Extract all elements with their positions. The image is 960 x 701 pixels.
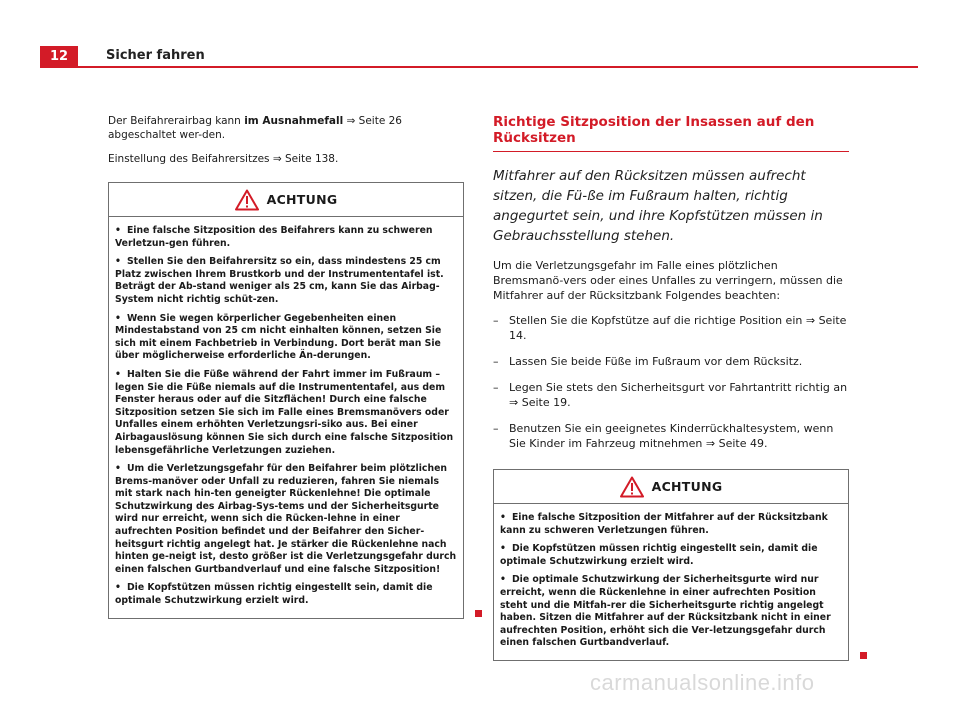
warning-item: • Um die Verletzungsgefahr für den Beifahrer beim plötzlichen Brems-manöver oder Unfall zu reduzieren, fahren Sie niemals mit stark nach hin-ten geneigter Rückenlehne! Die optimale Schutzwirkung des Airbag-Sys-tems und der Sicherheitsgurte wird nur erreicht, wenn sich die Rücken-lehne in einer aufrechten Position befindet und der Beifahrer den Sicher-heitsgurt richtig angelegt hat. Je stärker die Rückenlehne nach hinten ge-neigt ist, desto größer ist die Verletzungsgefahr durch einen falschen Gurtbandverlauf und eine falsche Sitzposition! — [115, 463, 457, 575]
page-number: 12 — [40, 46, 78, 68]
list-item: – Benutzen Sie ein geeignetes Kinderrückhaltesystem, wenn Sie Kinder im Fahrzeug mitnehmen ⇒ Seite 49. — [493, 421, 849, 451]
rear-seat-rules — [493, 313, 849, 451]
warning-item: • Stellen Sie den Beifahrersitz so ein, dass mindestens 25 cm Platz zwischen Ihrem Brustkorb und der Instrumententafel ist. Beträgt der Ab-stand weniger als 25 cm, kann Sie das Airbag-System nicht richtig schüt-zen. — [115, 256, 444, 305]
warning-item: • Halten Sie die Füße während der Fahrt immer im Fußraum – legen Sie die Füße niemals auf die Instrumententafel, aus dem Fenster heraus oder auf die Sitzflächen! Durch eine falsche Sitzposition setzen Sie sich im Falle eines Bremsmanövers oder Unfalles einem erhöhten Verletzungsri-siko aus. Bei einer Airbagauslösung können Sie sich durch eine falsche Sitzposition lebensgefährliche Verletzungen zuziehen. — [115, 368, 454, 456]
section-title: Richtige Sitzposition der Insassen auf den Rücksitzen — [493, 114, 849, 152]
warning-title: ACHTUNG — [266, 192, 338, 207]
airbag-note-bold: im Ausnahmefall — [244, 115, 344, 127]
right-column — [493, 114, 849, 661]
warning-triangle-icon — [620, 476, 644, 498]
warning-header — [494, 470, 848, 504]
warning-item: • Wenn Sie wegen körperlicher Gegebenheiten einen Mindestabstand von 25 cm nicht einhalten können, setzen Sie sich mit einem Fachbetrieb in Verbindung. Dort berät man Sie über möglicherweise erforderliche Än-derungen. — [115, 312, 442, 362]
section-body: Um die Verletzungsgefahr im Falle eines plötzlichen Bremsmanö-vers oder eines Unfalles zu verringern, müssen die Mitfahrer auf der Rücksitzbank Folgendes beachten: — [493, 259, 843, 302]
list-item: – Stellen Sie die Kopfstütze auf die richtige Position ein ⇒ Seite 14. — [493, 313, 849, 343]
airbag-note — [108, 114, 464, 142]
warning-triangle-icon — [235, 189, 259, 211]
warning-box-left — [108, 182, 464, 619]
airbag-note-text: Der Beifahrerairbag kann — [108, 115, 245, 127]
warning-item: • Eine falsche Sitzposition der Mitfahrer auf der Rücksitzbank kann zu schweren Verletzungen führen. — [500, 512, 828, 536]
airbag-note-link[interactable]: ⇒ Seite 26 abgeschaltet wer-den. — [108, 115, 402, 141]
warning-box-right — [493, 469, 849, 661]
running-title: Sicher fahren — [106, 48, 205, 63]
warning-header — [109, 183, 463, 217]
end-mark — [475, 610, 482, 617]
page-header — [40, 46, 918, 68]
warning-item: • Die Kopfstützen müssen richtig eingestellt sein, damit die optimale Schutzwirkung erzielt wird. — [115, 582, 433, 607]
list-item: – Legen Sie stets den Sicherheitsgurt vor Fahrtantritt richtig an ⇒ Seite 19. — [493, 380, 849, 410]
warning-item: • Die optimale Schutzwirkung der Sicherheitsgurte wird nur erreicht, wenn die Rückenlehne in einer aufrechten Position steht und die Mitfah-rer die Sicherheitsgurte richtig angelegt haben. Sitzen die Mitfahrer auf der Rücksitzbank nicht in einer aufrechten Position, erhöht sich die Ver-letzungsgefahr durch einen falschen Gurtbandverlauf. — [500, 574, 831, 649]
left-column — [108, 114, 464, 619]
warning-item: • Eine falsche Sitzposition des Beifahrers kann zu schweren Verletzun-gen führen. — [115, 225, 433, 249]
warning-body — [494, 504, 848, 660]
seat-adjust-note[interactable]: Einstellung des Beifahrersitzes ⇒ Seite 138. — [108, 153, 339, 165]
section-intro: Mitfahrer auf den Rücksitzen müssen aufrecht sitzen, die Fü-ße im Fußraum halten, richtig angegurtet sein, und ihre Kopfstützen müssen in Gebrauchsstellung stehen. — [493, 168, 823, 244]
end-mark — [860, 652, 867, 659]
warning-title: ACHTUNG — [651, 479, 723, 494]
warning-item: • Die Kopfstützen müssen richtig eingestellt sein, damit die optimale Schutzwirkung erzielt wird. — [500, 543, 818, 567]
watermark: carmanualsonline.info — [590, 670, 815, 695]
list-item: – Lassen Sie beide Füße im Fußraum vor dem Rücksitz. — [493, 354, 849, 369]
warning-body — [109, 217, 463, 618]
